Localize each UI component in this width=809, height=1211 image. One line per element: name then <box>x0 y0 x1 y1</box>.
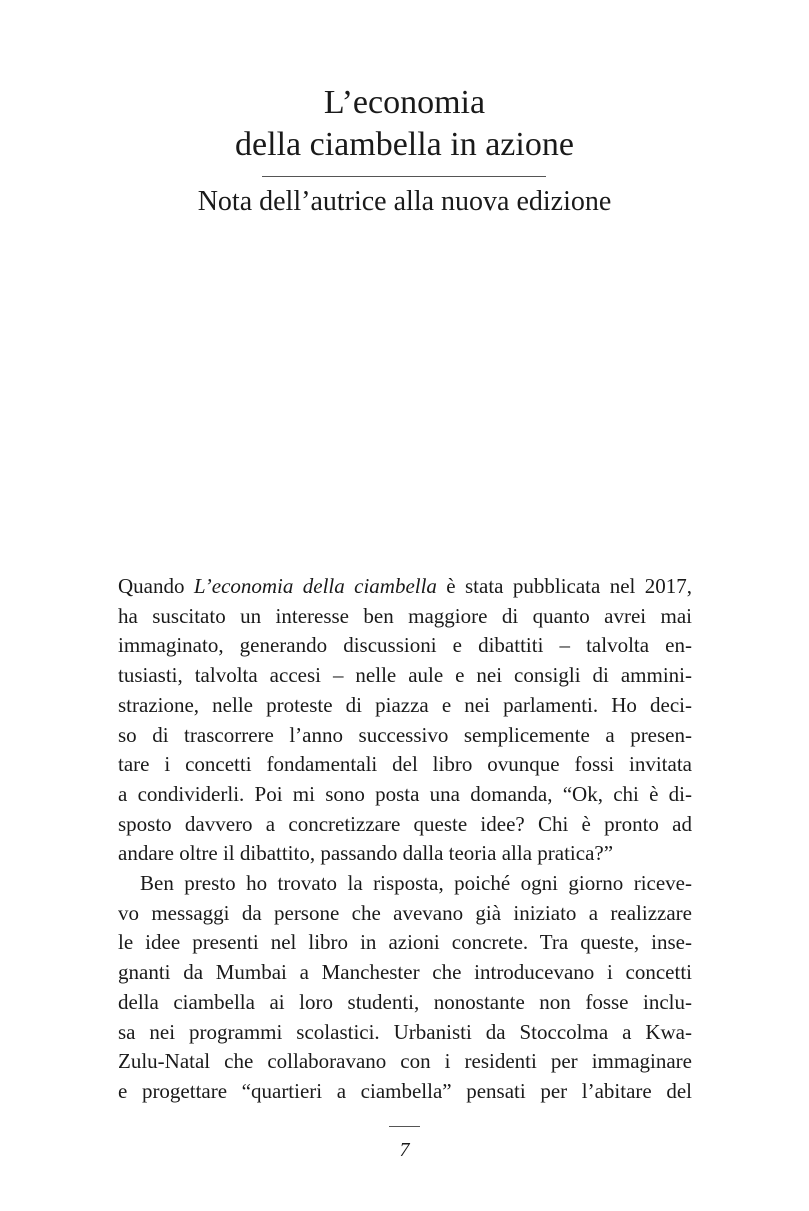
text-line: strazione, nelle proteste di piazza e nei parlamenti. Ho deci- <box>118 692 692 717</box>
text-line: della ciambella ai loro studenti, nonostante non fosse inclu- <box>118 989 692 1014</box>
chapter-title-line-1: L’economia <box>323 84 486 121</box>
book-title-italic: L’economia della ciambella <box>193 574 437 598</box>
text-line: sa nei programmi scolastici. Urbanisti da Stoccolma a Kwa- <box>118 1019 692 1044</box>
page-number: 7 <box>399 1139 410 1161</box>
body-text <box>118 572 692 1107</box>
chapter-title-line-2: della ciambella in azione <box>235 126 574 163</box>
paragraph-1 <box>118 572 692 869</box>
text-line: tusiasti, talvolta accesi – nelle aule e nei consigli di ammini- <box>118 663 692 688</box>
text-line: Ben presto ho trovato la risposta, poiché ogni giorno riceve- <box>140 871 692 896</box>
text-line: Zulu-Natal che collaboravano con i residenti per immaginare <box>118 1049 692 1074</box>
text-line: gnanti da Mumbai a Manchester che introducevano i concetti <box>118 960 692 985</box>
text-line: vo messaggi da persone che avevano già iniziato a realizzare <box>118 900 692 925</box>
text-line: le idee presenti nel libro in azioni concrete. Tra queste, inse- <box>118 930 692 955</box>
chapter-subtitle: Nota dell’autrice alla nuova edizione <box>197 186 612 217</box>
text-line: sposto davvero a concretizzare queste idee? Chi è pronto ad <box>118 811 692 836</box>
text-run: è stata pubblicata nel 2017, <box>436 574 692 598</box>
paragraph-2 <box>118 869 692 1107</box>
text-run: Quando <box>118 574 194 598</box>
text-line: andare oltre il dibattito, passando dalla teoria alla pratica?” <box>118 841 614 866</box>
text-line: immaginato, generando discussioni e dibattiti – talvolta en- <box>118 633 692 658</box>
text-line <box>118 572 692 602</box>
text-line: tare i concetti fondamentali del libro ovunque fossi invitata <box>118 752 692 777</box>
text-line: a condividerli. Poi mi sono posta una domanda, “Ok, chi è di- <box>118 781 692 806</box>
text-line: ha suscitato un interesse ben maggiore di quanto avrei mai <box>118 603 692 628</box>
text-line: so di trascorrere l’anno successivo semplicemente a presen- <box>118 722 692 747</box>
title-divider <box>262 176 546 177</box>
text-line: e progettare “quartieri a ciambella” pensati per l’abitare del <box>118 1078 692 1103</box>
folio-divider <box>389 1126 420 1127</box>
